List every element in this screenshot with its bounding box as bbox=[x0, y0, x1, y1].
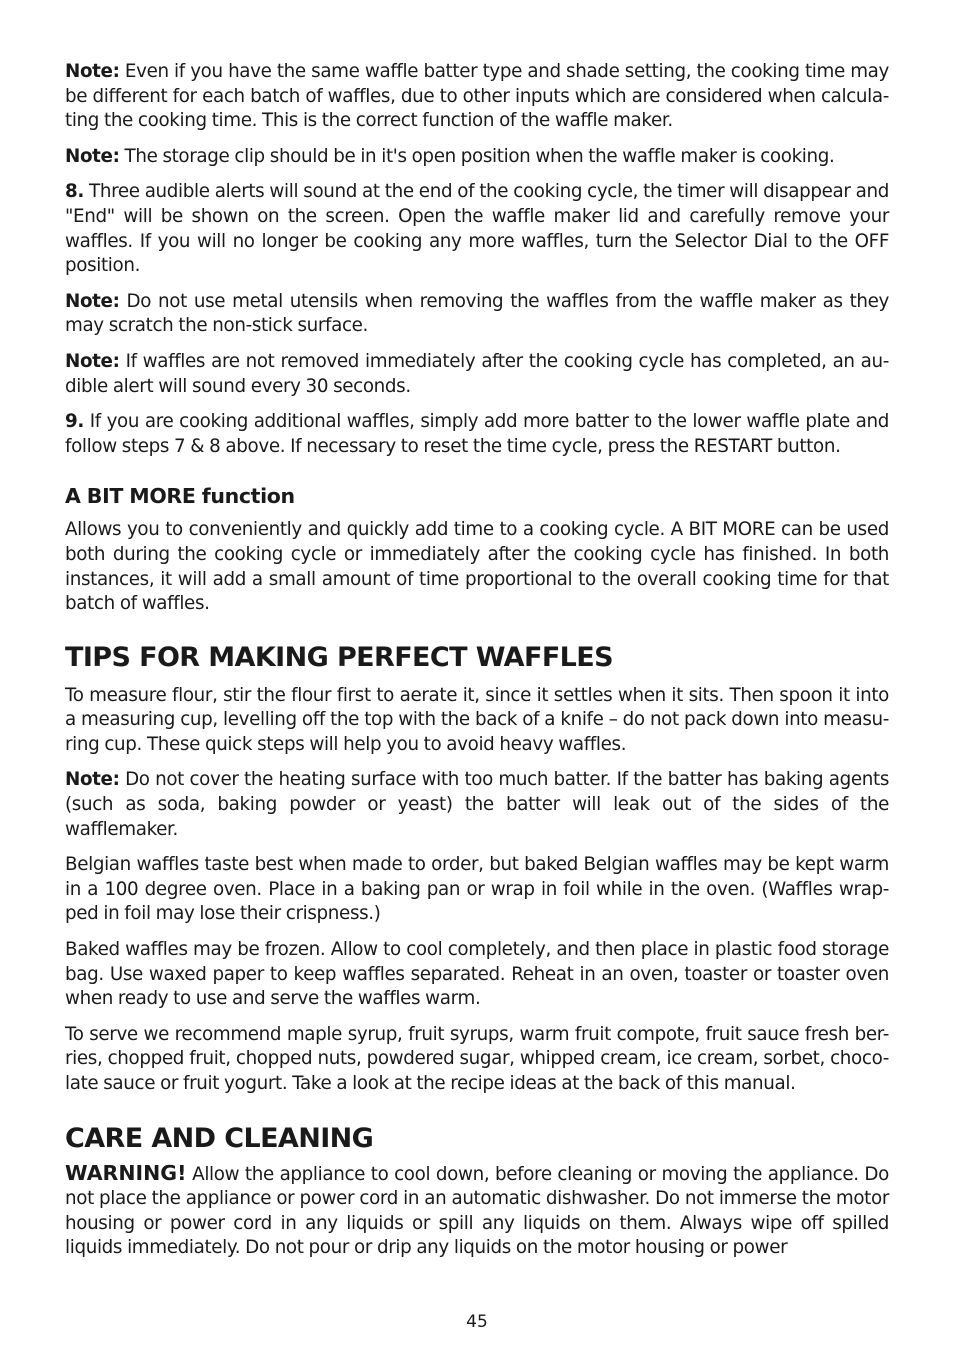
note-label: Note: bbox=[65, 290, 120, 312]
warning-paragraph bbox=[65, 1161, 889, 1261]
note-paragraph bbox=[65, 60, 889, 134]
note-text: The storage clip should be in it's open position when the waffle maker is cooking. bbox=[124, 145, 835, 167]
note-text: If waffles are not removed immediately after the cooking cycle has completed, an au-dible alert will sound every 30 seconds. bbox=[65, 350, 889, 397]
note-paragraph bbox=[65, 145, 889, 170]
note-label: Note: bbox=[65, 769, 120, 791]
warning-text: Allow the appliance to cool down, before cleaning or moving the appliance. Do not place the appliance or power cord in an automatic dishwasher. Do not immerse the motor housing or power cord in any liquids or spill any liquids on them. Always wipe off spilled liquids immediately. Do not pour or drip any liquids on the motor housing or power bbox=[65, 1163, 889, 1259]
note-label: Note: bbox=[65, 61, 120, 82]
note-paragraph bbox=[65, 350, 889, 399]
step-text: Three audible alerts will sound at the end of the cooking cycle, the timer will disappear and "End" will be shown on the screen. Open the waffle maker lid and carefully remove your waffles. If you will no longer be cooking any more waffles, turn the Selector Dial to the OFF position. bbox=[65, 181, 889, 277]
tips-paragraph: To serve we recommend maple syrup, fruit syrups, warm fruit compote, fruit sauce fresh ber-ries, chopped fruit, chopped nuts, powdered sugar, whipped cream, ice cream, sorbet, choco-late sauce or fruit yogurt. Take a look at the recipe ideas at the back of this manual. bbox=[65, 1023, 889, 1094]
note-paragraph bbox=[65, 290, 889, 339]
tips-paragraph: To measure flour, stir the flour first to aerate it, since it settles when it sits. Then spoon it into a measuring cup, levelling off the top with the back of a knife – do not pack down into measu-ring cup. These quick steps will help you to avoid heavy waffles. bbox=[65, 684, 889, 755]
note-text: Do not use metal utensils when removing the waffles from the waffle maker as they may scratch the non-stick surface. bbox=[65, 290, 889, 337]
step-number: 8. bbox=[65, 181, 84, 203]
care-heading: CARE AND CLEANING bbox=[65, 1122, 374, 1154]
tips-note-paragraph bbox=[65, 768, 889, 842]
warning-label: WARNING! bbox=[65, 1160, 187, 1185]
tips-paragraph: Baked waffles may be frozen. Allow to cool completely, and then place in plastic food storage bag. Use waxed paper to keep waffles separated. Reheat in an oven, toaster or toaster oven when ready to use and serve the waffles warm. bbox=[65, 939, 889, 1010]
step-text: If you are cooking additional waffles, simply add more batter to the lower waffle plate and follow steps 7 & 8 above. If necessary to reset the time cycle, press the RESTART button. bbox=[65, 411, 889, 457]
tips-paragraph: Belgian waffles taste best when made to order, but baked Belgian waffles may be kept warm in a 100 degree oven. Place in a baking pan or wrap in foil while in the oven. (Waffles wrap-ped in foil may lose their crispness.) bbox=[65, 854, 889, 925]
note-label: Note: bbox=[65, 145, 120, 167]
page-number: 45 bbox=[466, 1312, 488, 1332]
note-text: Even if you have the same waffle batter type and shade setting, the cooking time may be different for each batch of waffles, due to other inputs which are considered when calcula-ting the cooking time. This is the correct function of the waffle maker. bbox=[65, 61, 889, 132]
bit-more-heading: A BIT MORE function bbox=[65, 484, 295, 509]
step-8-paragraph bbox=[65, 180, 889, 278]
step-number: 9. bbox=[65, 411, 84, 433]
tips-heading: TIPS FOR MAKING PERFECT WAFFLES bbox=[65, 641, 613, 673]
note-label: Note: bbox=[65, 350, 120, 372]
step-9-paragraph bbox=[65, 410, 889, 459]
bit-more-paragraph: Allows you to conveniently and quickly add time to a cooking cycle. A BIT MORE can be used both during the cooking cycle or immediately after the cooking cycle has finished. In both instances, it will add a small amount of time proportional to the overall cooking time for that batch of waffles. bbox=[65, 519, 889, 615]
manual-page bbox=[65, 60, 889, 1261]
note-text: Do not cover the heating surface with too much batter. If the batter has baking agents (such as soda, baking powder or yeast) the batter will leak out of the sides of the wafflemaker. bbox=[65, 769, 889, 840]
